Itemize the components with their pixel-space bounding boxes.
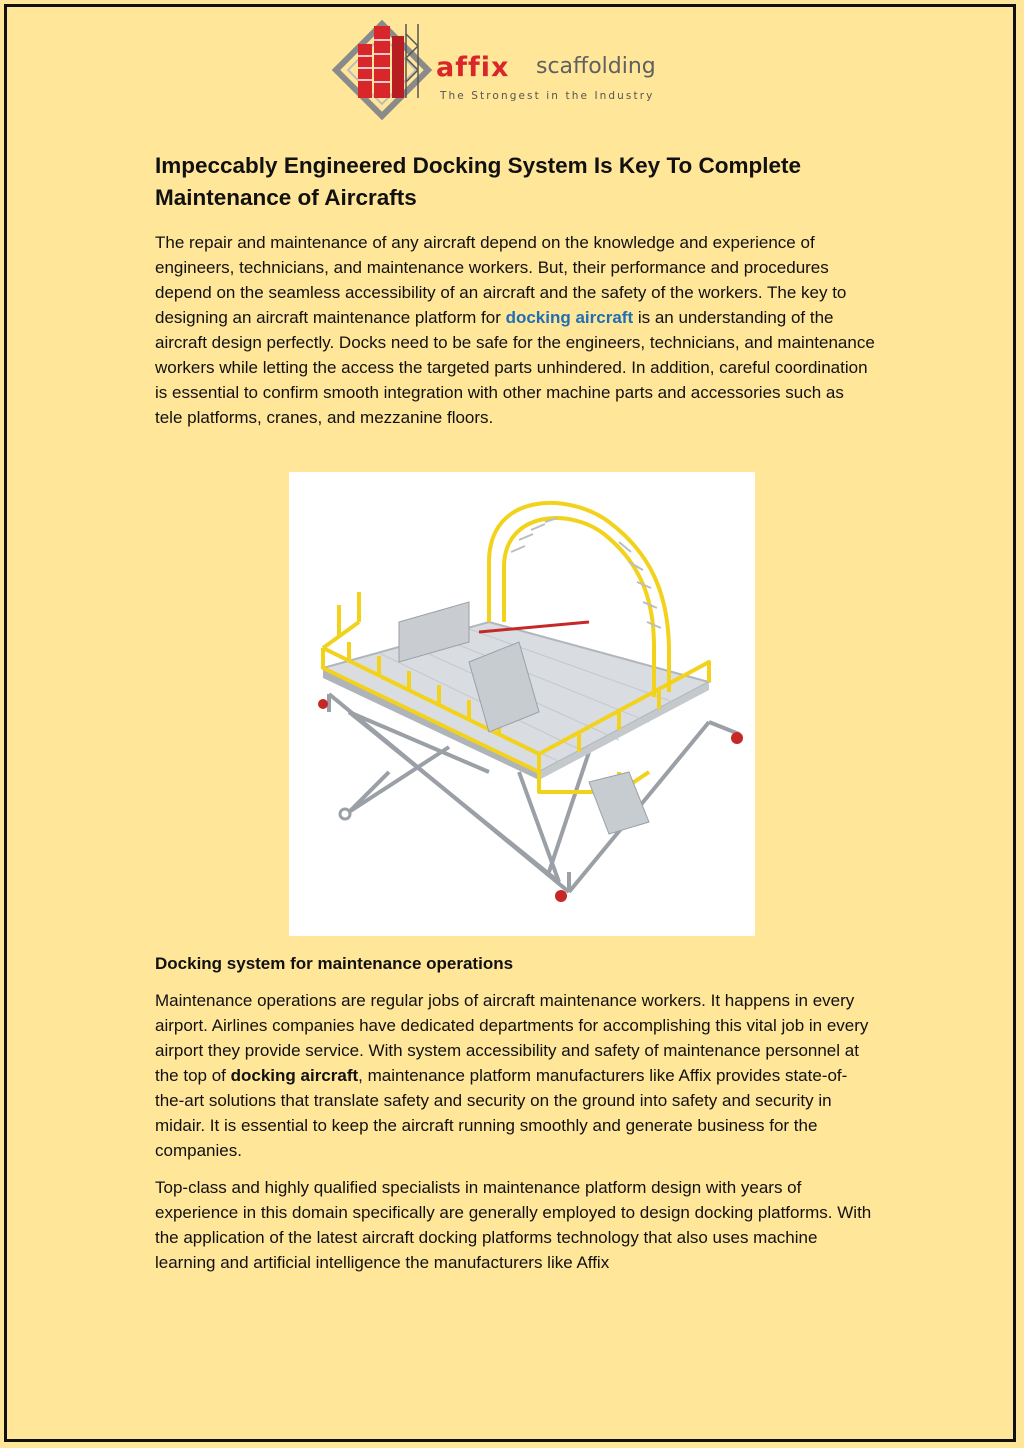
scaffold-emblem-icon: [328, 14, 438, 122]
docking-aircraft-link[interactable]: docking aircraft: [505, 308, 634, 327]
section-subheading: Docking system for maintenance operations: [155, 954, 514, 973]
body-paragraph-2: Top-class and highly qualified specialists in maintenance platform design with years of experience in this domain specifically are generally employed to design docking platforms. With the application of the latest aircraft docking platforms technology that also uses machine learning and artificial intelligence the manufacturers like Affix: [155, 1178, 872, 1272]
logo-brand-suffix: scaffolding: [536, 54, 656, 79]
para2-text-end: , maintenance platform manufacturers like Affix provides state-of-the-art solutions that translate safety and security on the ground into safety and security in midair. It is essential to keep the aircraft running smoothly and generate business for the companies.: [155, 1066, 848, 1160]
article-body: [155, 988, 875, 1287]
docking-platform-illustration: [289, 472, 755, 936]
article-title: Impeccably Engineered Docking System Is Key To Complete Maintenance of Aircrafts: [155, 153, 802, 210]
affix-logo[interactable]: [328, 14, 658, 122]
intro-text-start: The repair and maintenance of any aircraft depend on the knowledge and experience of engineers, technicians, and maintenance workers. But, their performance and procedures depend on the seamless accessibility of an aircraft and the safety of the workers. The key to designing an aircraft maintenance platform for: [155, 233, 847, 327]
para2-text-start: Maintenance operations are regular jobs of aircraft maintenance workers. It happens in every airport. Airlines companies have dedicated departments for accomplishing this vital job in every airport they provide service. With system accessibility and safety of maintenance personnel at the top of: [155, 991, 869, 1085]
logo-tagline: The Strongest in the Industry: [440, 90, 655, 102]
docking-platform-image: [289, 472, 755, 936]
intro-paragraph: [155, 230, 875, 430]
body-paragraph-1: [155, 988, 875, 1163]
article-intro: [155, 150, 875, 442]
logo-brand-name: affix: [436, 52, 510, 83]
docking-aircraft-keyword: docking aircraft: [230, 1066, 359, 1085]
intro-text-end: is an understanding of the aircraft design perfectly. Docks need to be safe for the engineers, technicians, and maintenance workers while letting the access the targeted parts unhindered. In addition, careful coordination is essential to confirm smooth integration with other machine parts and accessories such as tele platforms, cranes, and mezzanine floors.: [155, 308, 875, 427]
